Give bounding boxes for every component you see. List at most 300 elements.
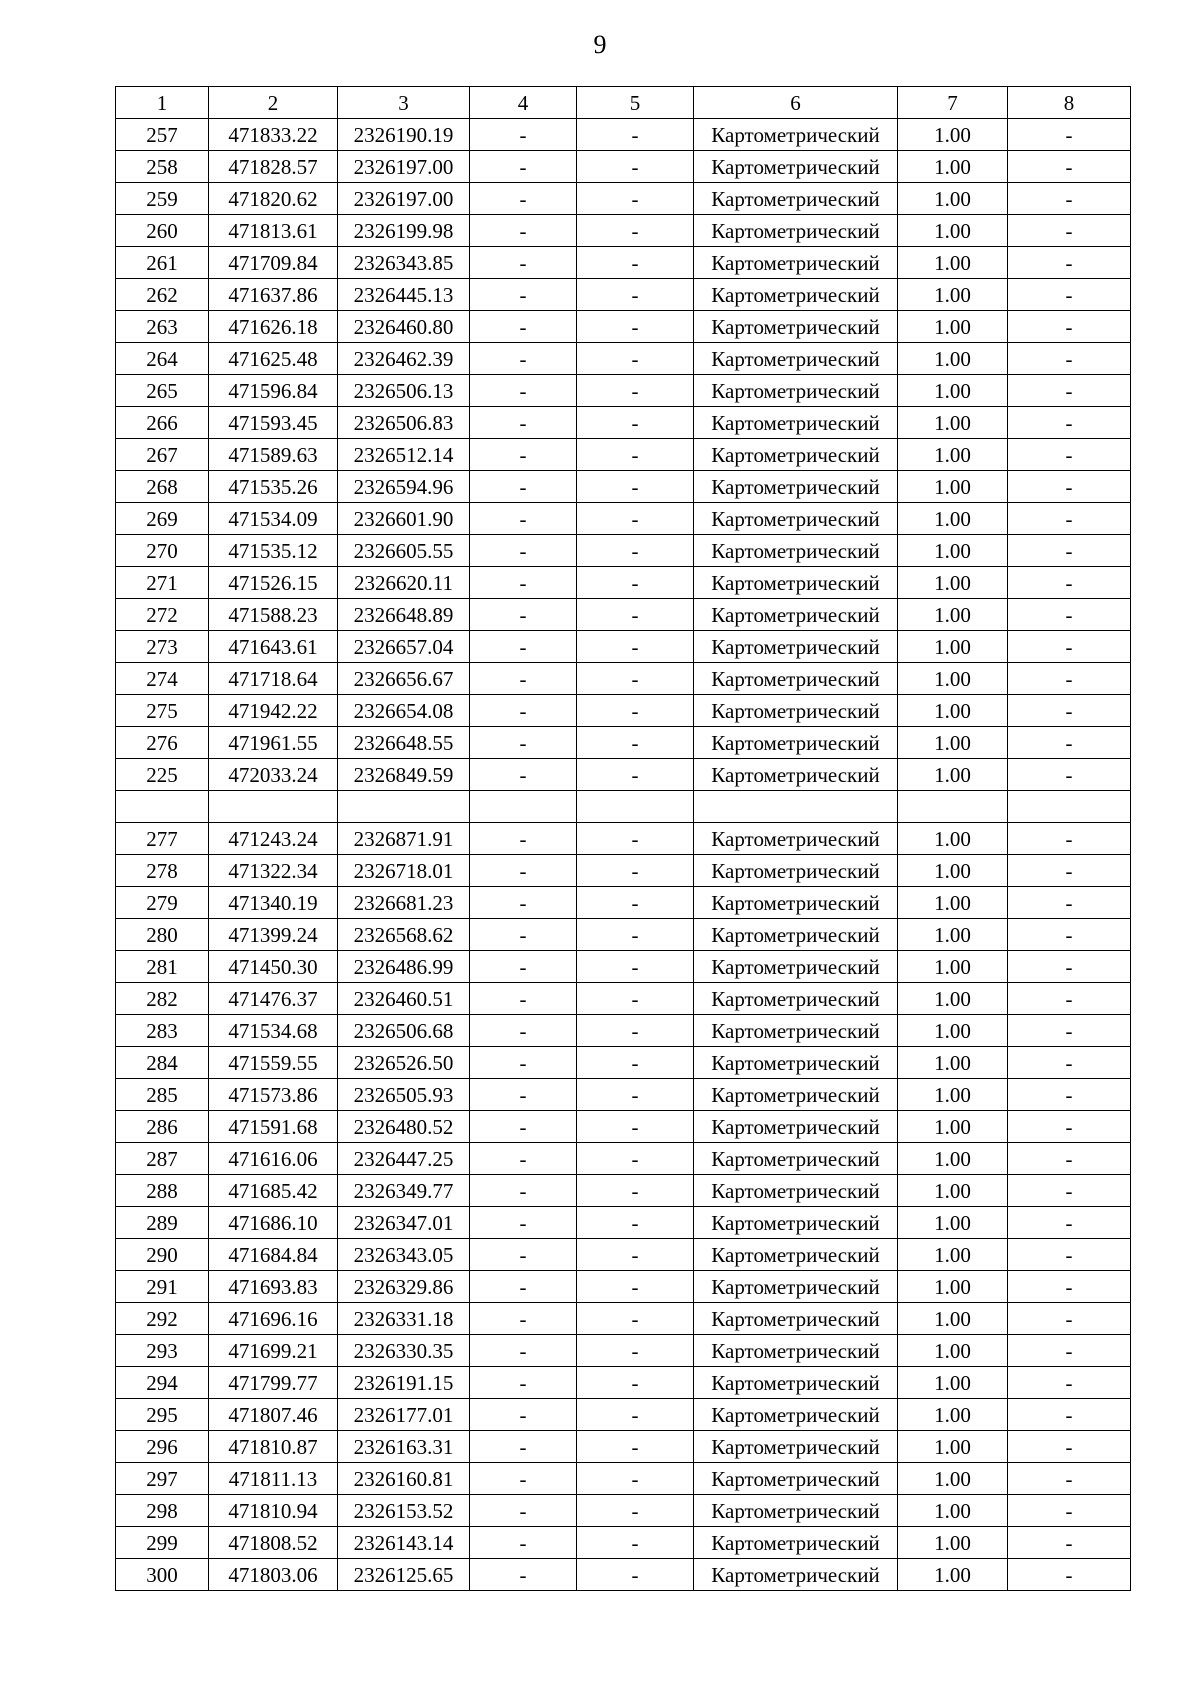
y-coordinate-cell: 2326343.85 [338,247,470,279]
column-5-cell: - [577,151,694,183]
accuracy-cell: 1.00 [898,1111,1008,1143]
column-4-cell: - [470,887,577,919]
column-4-cell: - [470,1431,577,1463]
point-number-cell: 264 [116,343,209,375]
x-coordinate-cell: 471589.63 [209,439,338,471]
y-coordinate-cell: 2326506.68 [338,1015,470,1047]
x-coordinate-cell: 471573.86 [209,1079,338,1111]
column-header: 3 [338,87,470,119]
x-coordinate-cell: 471686.10 [209,1207,338,1239]
table-row [116,1271,1131,1303]
column-4-cell: - [470,1207,577,1239]
table-row [116,503,1131,535]
point-number-cell: 258 [116,151,209,183]
y-coordinate-cell: 2326718.01 [338,855,470,887]
column-8-cell: - [1008,759,1131,791]
method-cell: Картометрический [694,247,898,279]
column-8-cell: - [1008,1495,1131,1527]
accuracy-cell: 1.00 [898,1015,1008,1047]
column-8-cell: - [1008,1463,1131,1495]
y-coordinate-cell: 2326654.08 [338,695,470,727]
column-4-cell: - [470,183,577,215]
table-row [116,407,1131,439]
y-coordinate-cell: 2326506.83 [338,407,470,439]
table-row [116,1335,1131,1367]
method-cell: Картометрический [694,1559,898,1591]
method-cell: Картометрический [694,151,898,183]
method-cell: Картометрический [694,567,898,599]
x-coordinate-cell: 471450.30 [209,951,338,983]
column-8-cell: - [1008,983,1131,1015]
column-4-cell: - [470,1271,577,1303]
column-4-cell: - [470,503,577,535]
column-4-cell [470,791,577,823]
accuracy-cell: 1.00 [898,1303,1008,1335]
point-number-cell: 257 [116,119,209,151]
accuracy-cell [898,791,1008,823]
point-number-cell: 278 [116,855,209,887]
point-number-cell: 284 [116,1047,209,1079]
method-cell: Картометрический [694,919,898,951]
point-number-cell: 267 [116,439,209,471]
column-5-cell: - [577,247,694,279]
point-number-cell: 291 [116,1271,209,1303]
column-4-cell: - [470,1111,577,1143]
column-4-cell: - [470,1303,577,1335]
column-5-cell: - [577,471,694,503]
table-row [116,1143,1131,1175]
accuracy-cell: 1.00 [898,1367,1008,1399]
column-4-cell: - [470,1559,577,1591]
column-5-cell: - [577,1335,694,1367]
column-5-cell: - [577,183,694,215]
table-row [116,1207,1131,1239]
column-5-cell: - [577,1495,694,1527]
point-number-cell: 261 [116,247,209,279]
column-4-cell: - [470,535,577,567]
method-cell: Картометрический [694,535,898,567]
point-number-cell: 281 [116,951,209,983]
x-coordinate-cell: 471596.84 [209,375,338,407]
table-row [116,1047,1131,1079]
method-cell: Картометрический [694,1527,898,1559]
column-5-cell: - [577,1431,694,1463]
method-cell: Картометрический [694,855,898,887]
column-8-cell: - [1008,119,1131,151]
method-cell: Картометрический [694,1239,898,1271]
column-5-cell: - [577,1207,694,1239]
x-coordinate-cell: 471693.83 [209,1271,338,1303]
accuracy-cell: 1.00 [898,1399,1008,1431]
accuracy-cell: 1.00 [898,695,1008,727]
accuracy-cell: 1.00 [898,887,1008,919]
column-5-cell: - [577,119,694,151]
method-cell: Картометрический [694,1463,898,1495]
accuracy-cell: 1.00 [898,1079,1008,1111]
x-coordinate-cell: 471811.13 [209,1463,338,1495]
column-8-cell: - [1008,887,1131,919]
accuracy-cell: 1.00 [898,1271,1008,1303]
column-5-cell: - [577,1271,694,1303]
method-cell: Картометрический [694,1271,898,1303]
method-cell: Картометрический [694,183,898,215]
x-coordinate-cell: 471808.52 [209,1527,338,1559]
y-coordinate-cell: 2326568.62 [338,919,470,951]
table-row [116,759,1131,791]
accuracy-cell: 1.00 [898,983,1008,1015]
method-cell: Картометрический [694,1431,898,1463]
column-8-cell: - [1008,823,1131,855]
y-coordinate-cell: 2326605.55 [338,535,470,567]
column-4-cell: - [470,1463,577,1495]
x-coordinate-cell: 471399.24 [209,919,338,951]
accuracy-cell: 1.00 [898,151,1008,183]
table-row [116,695,1131,727]
column-4-cell: - [470,759,577,791]
column-5-cell: - [577,1303,694,1335]
column-5-cell: - [577,1175,694,1207]
accuracy-cell: 1.00 [898,823,1008,855]
x-coordinate-cell: 471526.15 [209,567,338,599]
column-8-cell: - [1008,855,1131,887]
table-row [116,471,1131,503]
column-5-cell: - [577,599,694,631]
accuracy-cell: 1.00 [898,535,1008,567]
column-4-cell: - [470,951,577,983]
table-row [116,279,1131,311]
accuracy-cell: 1.00 [898,1239,1008,1271]
method-cell [694,791,898,823]
x-coordinate-cell: 471718.64 [209,663,338,695]
column-5-cell: - [577,983,694,1015]
y-coordinate-cell: 2326480.52 [338,1111,470,1143]
x-coordinate-cell: 471699.21 [209,1335,338,1367]
table-row [116,631,1131,663]
table-row [116,791,1131,823]
accuracy-cell: 1.00 [898,279,1008,311]
column-header: 2 [209,87,338,119]
point-number-cell: 272 [116,599,209,631]
x-coordinate-cell: 471807.46 [209,1399,338,1431]
point-number-cell: 277 [116,823,209,855]
method-cell: Картометрический [694,215,898,247]
accuracy-cell: 1.00 [898,1559,1008,1591]
table-row [116,951,1131,983]
table-row [116,983,1131,1015]
point-number-cell: 266 [116,407,209,439]
table-row [116,1463,1131,1495]
x-coordinate-cell: 471588.23 [209,599,338,631]
column-header: 5 [577,87,694,119]
accuracy-cell: 1.00 [898,471,1008,503]
accuracy-cell: 1.00 [898,599,1008,631]
x-coordinate-cell: 471559.55 [209,1047,338,1079]
accuracy-cell: 1.00 [898,1335,1008,1367]
column-8-cell: - [1008,503,1131,535]
y-coordinate-cell: 2326347.01 [338,1207,470,1239]
accuracy-cell: 1.00 [898,1431,1008,1463]
column-5-cell: - [577,311,694,343]
y-coordinate-cell: 2326199.98 [338,215,470,247]
point-number-cell: 298 [116,1495,209,1527]
column-header: 6 [694,87,898,119]
table-row [116,151,1131,183]
x-coordinate-cell: 471243.24 [209,823,338,855]
accuracy-cell: 1.00 [898,951,1008,983]
method-cell: Картометрический [694,1079,898,1111]
point-number-cell: 265 [116,375,209,407]
y-coordinate-cell: 2326601.90 [338,503,470,535]
point-number-cell: 297 [116,1463,209,1495]
method-cell: Картометрический [694,343,898,375]
method-cell: Картометрический [694,1399,898,1431]
accuracy-cell: 1.00 [898,119,1008,151]
method-cell: Картометрический [694,1207,898,1239]
point-number-cell: 268 [116,471,209,503]
accuracy-cell: 1.00 [898,567,1008,599]
x-coordinate-cell: 471942.22 [209,695,338,727]
y-coordinate-cell: 2326681.23 [338,887,470,919]
column-4-cell: - [470,119,577,151]
column-5-cell: - [577,1367,694,1399]
column-8-cell: - [1008,1335,1131,1367]
column-header: 4 [470,87,577,119]
point-number-cell: 296 [116,1431,209,1463]
y-coordinate-cell: 2326447.25 [338,1143,470,1175]
x-coordinate-cell: 471476.37 [209,983,338,1015]
column-8-cell: - [1008,471,1131,503]
accuracy-cell: 1.00 [898,1527,1008,1559]
table-row [116,855,1131,887]
accuracy-cell: 1.00 [898,503,1008,535]
column-4-cell: - [470,631,577,663]
point-number-cell: 273 [116,631,209,663]
method-cell: Картометрический [694,1047,898,1079]
x-coordinate-cell: 471340.19 [209,887,338,919]
accuracy-cell: 1.00 [898,1207,1008,1239]
x-coordinate-cell: 471813.61 [209,215,338,247]
method-cell: Картометрический [694,1367,898,1399]
accuracy-cell: 1.00 [898,1143,1008,1175]
table-row [116,119,1131,151]
column-4-cell: - [470,215,577,247]
column-4-cell: - [470,279,577,311]
x-coordinate-cell [209,791,338,823]
method-cell: Картометрический [694,695,898,727]
accuracy-cell: 1.00 [898,247,1008,279]
method-cell: Картометрический [694,407,898,439]
method-cell: Картометрический [694,727,898,759]
x-coordinate-cell: 471625.48 [209,343,338,375]
column-4-cell: - [470,343,577,375]
column-4-cell: - [470,1335,577,1367]
column-8-cell: - [1008,439,1131,471]
point-number-cell: 299 [116,1527,209,1559]
y-coordinate-cell: 2326197.00 [338,151,470,183]
x-coordinate-cell: 471696.16 [209,1303,338,1335]
method-cell: Картометрический [694,983,898,1015]
x-coordinate-cell: 471833.22 [209,119,338,151]
column-8-cell: - [1008,1271,1131,1303]
y-coordinate-cell: 2326486.99 [338,951,470,983]
column-5-cell: - [577,823,694,855]
y-coordinate-cell: 2326445.13 [338,279,470,311]
column-8-cell: - [1008,183,1131,215]
column-5-cell: - [577,919,694,951]
column-5-cell: - [577,1079,694,1111]
x-coordinate-cell: 471643.61 [209,631,338,663]
column-header: 7 [898,87,1008,119]
column-8-cell: - [1008,1143,1131,1175]
column-4-cell: - [470,663,577,695]
table-row [116,311,1131,343]
point-number-cell: 279 [116,887,209,919]
column-8-cell: - [1008,919,1131,951]
column-5-cell: - [577,215,694,247]
method-cell: Картометрический [694,951,898,983]
column-4-cell: - [470,1527,577,1559]
y-coordinate-cell: 2326177.01 [338,1399,470,1431]
column-5-cell: - [577,535,694,567]
column-8-cell [1008,791,1131,823]
accuracy-cell: 1.00 [898,1495,1008,1527]
method-cell: Картометрический [694,663,898,695]
table-row [116,1431,1131,1463]
accuracy-cell: 1.00 [898,663,1008,695]
accuracy-cell: 1.00 [898,727,1008,759]
y-coordinate-cell: 2326462.39 [338,343,470,375]
point-number-cell: 288 [116,1175,209,1207]
column-8-cell: - [1008,1207,1131,1239]
table-row [116,567,1131,599]
column-5-cell: - [577,1527,694,1559]
x-coordinate-cell: 471810.94 [209,1495,338,1527]
coordinates-table [115,86,1131,1591]
y-coordinate-cell: 2326153.52 [338,1495,470,1527]
column-8-cell: - [1008,631,1131,663]
point-number-cell: 271 [116,567,209,599]
method-cell: Картометрический [694,599,898,631]
method-cell: Картометрический [694,1303,898,1335]
column-5-cell: - [577,631,694,663]
y-coordinate-cell: 2326331.18 [338,1303,470,1335]
column-5-cell: - [577,1239,694,1271]
column-4-cell: - [470,919,577,951]
point-number-cell: 280 [116,919,209,951]
point-number-cell [116,791,209,823]
point-number-cell: 293 [116,1335,209,1367]
y-coordinate-cell: 2326349.77 [338,1175,470,1207]
point-number-cell: 274 [116,663,209,695]
column-5-cell: - [577,1143,694,1175]
column-5-cell: - [577,279,694,311]
point-number-cell: 283 [116,1015,209,1047]
column-5-cell: - [577,375,694,407]
y-coordinate-cell: 2326648.55 [338,727,470,759]
y-coordinate-cell: 2326871.91 [338,823,470,855]
table-row [116,375,1131,407]
column-4-cell: - [470,727,577,759]
point-number-cell: 259 [116,183,209,215]
method-cell: Картометрический [694,887,898,919]
column-8-cell: - [1008,535,1131,567]
point-number-cell: 287 [116,1143,209,1175]
column-4-cell: - [470,1175,577,1207]
method-cell: Картометрический [694,439,898,471]
method-cell: Картометрический [694,375,898,407]
y-coordinate-cell: 2326505.93 [338,1079,470,1111]
table-row [116,599,1131,631]
column-4-cell: - [470,1143,577,1175]
method-cell: Картометрический [694,1111,898,1143]
y-coordinate-cell: 2326594.96 [338,471,470,503]
y-coordinate-cell: 2326163.31 [338,1431,470,1463]
column-8-cell: - [1008,151,1131,183]
column-4-cell: - [470,439,577,471]
column-5-cell: - [577,343,694,375]
column-4-cell: - [470,695,577,727]
column-8-cell: - [1008,375,1131,407]
table-row [116,727,1131,759]
column-4-cell: - [470,311,577,343]
point-number-cell: 292 [116,1303,209,1335]
point-number-cell: 290 [116,1239,209,1271]
column-header: 1 [116,87,209,119]
y-coordinate-cell: 2326656.67 [338,663,470,695]
point-number-cell: 295 [116,1399,209,1431]
column-4-cell: - [470,407,577,439]
table-row [116,343,1131,375]
x-coordinate-cell: 471709.84 [209,247,338,279]
point-number-cell: 282 [116,983,209,1015]
y-coordinate-cell: 2326657.04 [338,631,470,663]
accuracy-cell: 1.00 [898,215,1008,247]
x-coordinate-cell: 471534.68 [209,1015,338,1047]
column-5-cell: - [577,567,694,599]
x-coordinate-cell: 471803.06 [209,1559,338,1591]
y-coordinate-cell: 2326197.00 [338,183,470,215]
column-8-cell: - [1008,1047,1131,1079]
column-8-cell: - [1008,311,1131,343]
point-number-cell: 225 [116,759,209,791]
accuracy-cell: 1.00 [898,855,1008,887]
column-8-cell: - [1008,1303,1131,1335]
x-coordinate-cell: 471810.87 [209,1431,338,1463]
column-5-cell: - [577,1047,694,1079]
y-coordinate-cell: 2326143.14 [338,1527,470,1559]
method-cell: Картометрический [694,759,898,791]
method-cell: Картометрический [694,823,898,855]
y-coordinate-cell: 2326620.11 [338,567,470,599]
x-coordinate-cell: 471961.55 [209,727,338,759]
y-coordinate-cell: 2326526.50 [338,1047,470,1079]
column-8-cell: - [1008,727,1131,759]
column-5-cell: - [577,887,694,919]
column-8-cell: - [1008,951,1131,983]
column-5-cell: - [577,1015,694,1047]
column-5-cell: - [577,1399,694,1431]
accuracy-cell: 1.00 [898,1463,1008,1495]
method-cell: Картометрический [694,631,898,663]
column-8-cell: - [1008,215,1131,247]
column-4-cell: - [470,1399,577,1431]
table-row [116,439,1131,471]
table-row [116,215,1131,247]
table-body [116,119,1131,1591]
column-5-cell: - [577,1463,694,1495]
column-8-cell: - [1008,1559,1131,1591]
method-cell: Картометрический [694,503,898,535]
